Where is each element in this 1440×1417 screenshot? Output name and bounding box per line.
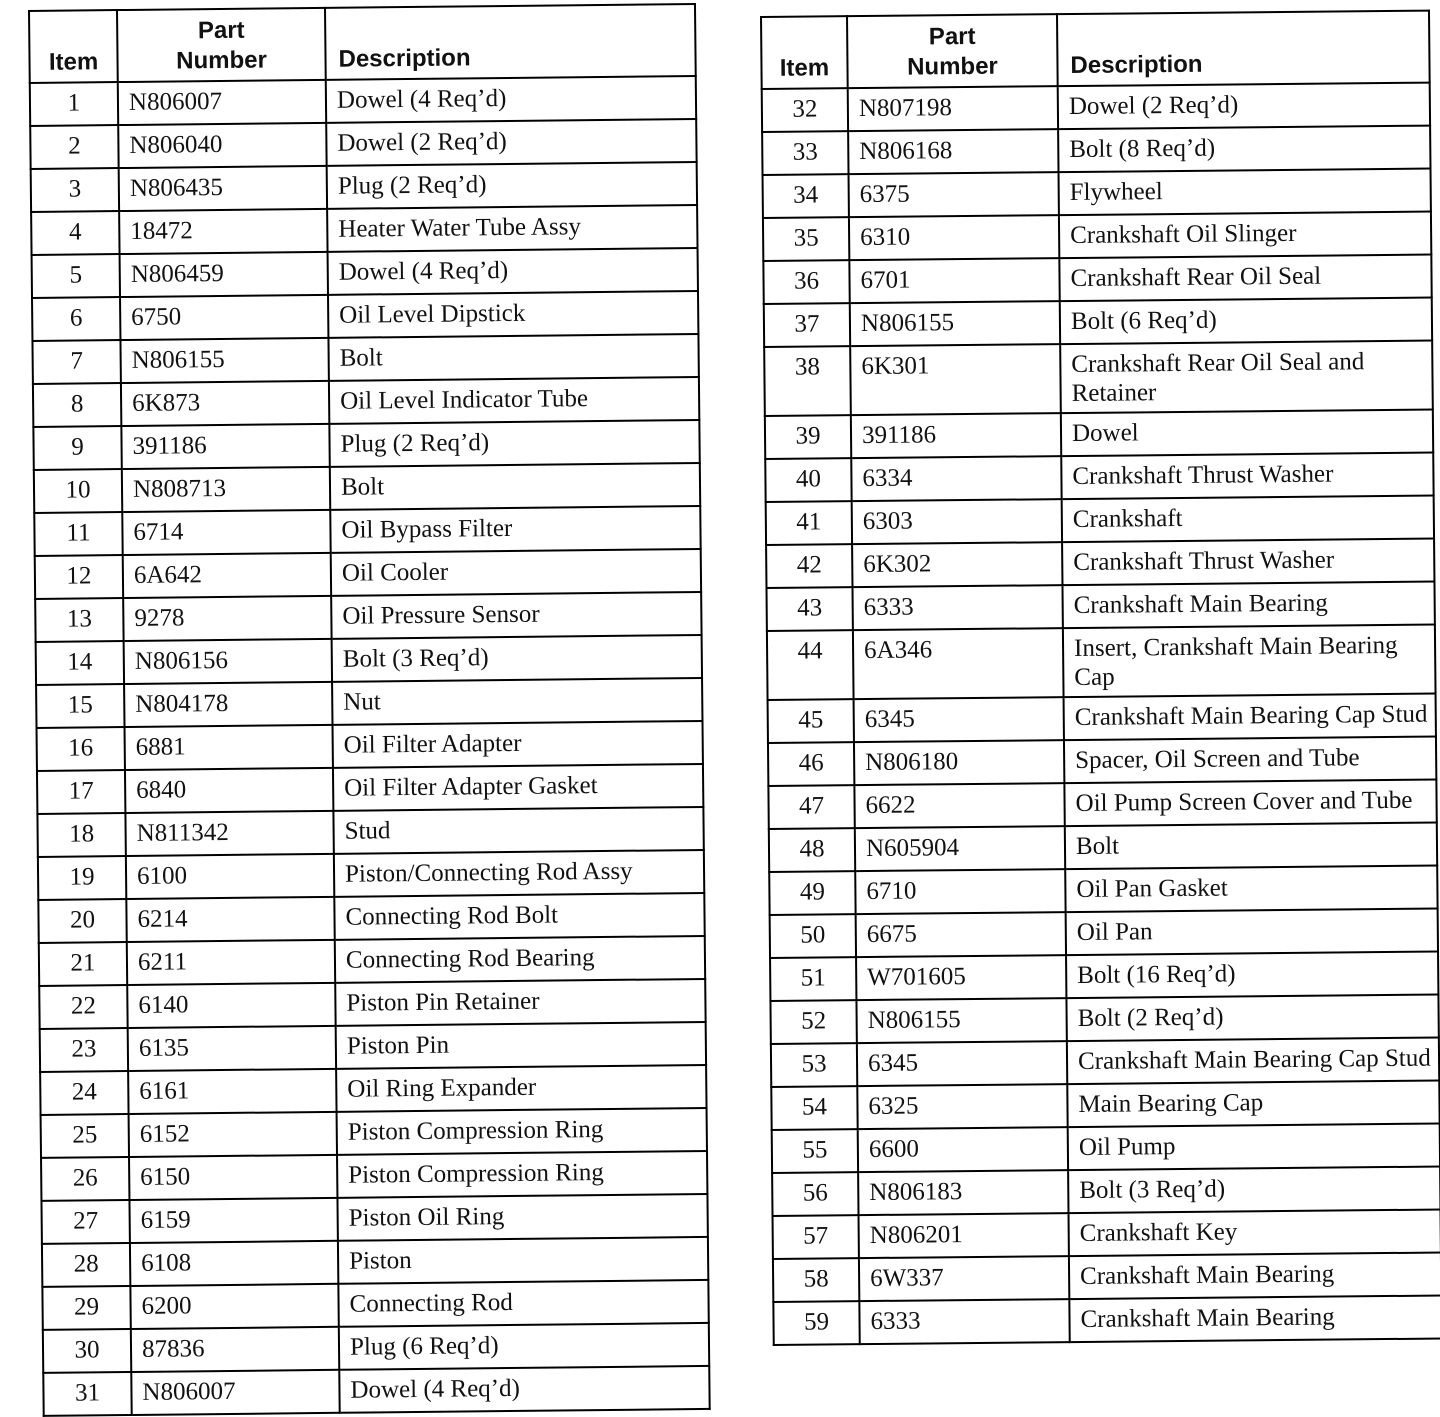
description-cell: Plug (6 Req’d) bbox=[339, 1323, 709, 1370]
description-cell: Plug (2 Req’d) bbox=[329, 420, 699, 467]
table-row bbox=[772, 1167, 1440, 1216]
part-number-cell: 6710 bbox=[855, 869, 1065, 914]
item-number-cell: 45 bbox=[768, 699, 854, 743]
part-number-cell: N806183 bbox=[858, 1170, 1068, 1215]
description-cell: Plug (2 Req’d) bbox=[327, 162, 697, 209]
header-part-number bbox=[117, 8, 326, 82]
table-row bbox=[764, 341, 1433, 416]
item-number-cell: 50 bbox=[770, 914, 856, 958]
part-number-cell: 6159 bbox=[129, 1198, 337, 1243]
item-number-cell: 49 bbox=[769, 871, 855, 915]
table-row bbox=[765, 410, 1433, 459]
parts-table-left bbox=[28, 3, 711, 1417]
item-number-cell: 19 bbox=[38, 856, 126, 900]
part-number-cell: 6K301 bbox=[850, 344, 1061, 415]
part-number-cell: N806201 bbox=[859, 1213, 1069, 1258]
item-number-cell: 31 bbox=[43, 1372, 131, 1416]
table-row bbox=[34, 463, 700, 513]
description-cell: Bolt (16 Req’d) bbox=[1066, 952, 1438, 999]
description-cell: Crankshaft Main Bearing Cap Stud bbox=[1064, 694, 1436, 741]
description-cell: Oil Cooler bbox=[331, 549, 701, 596]
part-number-cell: 6135 bbox=[128, 1026, 336, 1071]
item-number-cell: 15 bbox=[36, 684, 124, 728]
table-row bbox=[766, 582, 1434, 631]
part-number-cell: 6200 bbox=[130, 1284, 338, 1329]
parts-table-left-body bbox=[30, 76, 710, 1416]
item-number-cell: 17 bbox=[37, 770, 125, 814]
item-number-cell: 47 bbox=[768, 785, 854, 829]
table-row bbox=[772, 1124, 1440, 1173]
item-number-cell: 7 bbox=[32, 340, 120, 384]
item-number-cell: 48 bbox=[769, 828, 855, 872]
header-part-line1: Part bbox=[928, 22, 976, 51]
part-number-cell: 6334 bbox=[851, 456, 1061, 501]
table-row bbox=[41, 1151, 707, 1201]
description-cell: Bolt (2 Req’d) bbox=[1066, 995, 1438, 1042]
table-row bbox=[41, 1194, 707, 1244]
item-number-cell: 44 bbox=[767, 630, 854, 700]
item-number-cell: 28 bbox=[42, 1243, 130, 1287]
description-cell: Crankshaft Main Bearing Cap Stud bbox=[1067, 1038, 1439, 1085]
description-cell: Crankshaft Thrust Washer bbox=[1061, 453, 1433, 500]
header-part-number bbox=[847, 14, 1058, 88]
table-row bbox=[36, 635, 702, 685]
table-row bbox=[35, 592, 701, 642]
description-cell: Oil Pump Screen Cover and Tube bbox=[1064, 780, 1436, 827]
header-description bbox=[1057, 11, 1430, 87]
description-cell: Crankshaft Rear Oil Seal and Retainer bbox=[1060, 341, 1433, 414]
header-part-line2: Number bbox=[907, 52, 998, 81]
description-cell: Oil Level Dipstick bbox=[328, 291, 698, 338]
part-number-cell: 18472 bbox=[119, 209, 327, 254]
header-item bbox=[761, 16, 848, 89]
item-number-cell: 35 bbox=[763, 217, 849, 261]
description-cell: Dowel (4 Req’d) bbox=[328, 248, 698, 295]
description-cell: Bolt bbox=[328, 334, 698, 381]
description-cell: Oil Bypass Filter bbox=[330, 506, 700, 553]
description-cell: Crankshaft Main Bearing bbox=[1069, 1253, 1440, 1300]
table-row bbox=[37, 807, 703, 857]
parts-table-right-body bbox=[762, 83, 1440, 1345]
item-number-cell: 59 bbox=[773, 1301, 859, 1345]
table-row bbox=[42, 1237, 708, 1287]
description-cell: Bolt bbox=[330, 463, 700, 510]
part-number-cell: 6152 bbox=[129, 1112, 337, 1157]
description-cell: Dowel bbox=[1061, 410, 1433, 457]
description-cell: Dowel (4 Req’d) bbox=[326, 76, 696, 123]
item-number-cell: 34 bbox=[763, 174, 849, 218]
item-number-cell: 29 bbox=[42, 1286, 130, 1330]
table-row bbox=[766, 496, 1434, 545]
table-row bbox=[770, 909, 1438, 958]
item-number-cell: 32 bbox=[762, 88, 848, 132]
header-item-label: Item bbox=[48, 48, 99, 76]
item-number-cell: 25 bbox=[41, 1114, 129, 1158]
table-row bbox=[773, 1296, 1440, 1345]
item-number-cell: 18 bbox=[37, 813, 125, 857]
description-cell: Dowel (4 Req’d) bbox=[339, 1366, 709, 1413]
table-row bbox=[40, 1022, 706, 1072]
item-number-cell: 1 bbox=[30, 82, 118, 126]
table-row bbox=[770, 995, 1438, 1044]
table-row bbox=[36, 678, 702, 728]
table-row bbox=[39, 979, 705, 1029]
description-cell: Stud bbox=[333, 807, 703, 854]
part-number-cell: N804178 bbox=[124, 682, 332, 727]
part-number-cell: 6100 bbox=[126, 854, 334, 899]
header-row bbox=[29, 4, 696, 83]
table-row bbox=[43, 1366, 709, 1416]
table-row bbox=[762, 126, 1430, 175]
table-row bbox=[762, 83, 1430, 132]
table-row bbox=[31, 162, 697, 212]
description-cell: Flywheel bbox=[1059, 169, 1431, 216]
table-row bbox=[37, 764, 703, 814]
item-number-cell: 30 bbox=[43, 1329, 131, 1373]
table-row bbox=[32, 248, 698, 298]
part-number-cell: 6333 bbox=[859, 1299, 1069, 1344]
description-cell: Oil Pan Gasket bbox=[1065, 866, 1437, 913]
item-number-cell: 27 bbox=[41, 1200, 129, 1244]
item-number-cell: 42 bbox=[766, 544, 852, 588]
description-cell: Crankshaft Rear Oil Seal bbox=[1059, 255, 1431, 302]
table-row bbox=[768, 737, 1436, 786]
description-cell: Piston Pin bbox=[336, 1022, 706, 1069]
table-row bbox=[765, 453, 1433, 502]
header-item bbox=[29, 10, 118, 83]
part-number-cell: N806459 bbox=[120, 252, 328, 297]
part-number-cell: 6345 bbox=[854, 697, 1064, 742]
table-row bbox=[771, 1038, 1439, 1087]
table-row bbox=[768, 780, 1436, 829]
table-row bbox=[31, 205, 697, 255]
item-number-cell: 9 bbox=[33, 426, 121, 470]
table-row bbox=[38, 850, 704, 900]
item-number-cell: 5 bbox=[32, 254, 120, 298]
table-row bbox=[37, 721, 703, 771]
item-number-cell: 2 bbox=[30, 125, 118, 169]
description-cell: Oil Level Indicator Tube bbox=[329, 377, 699, 424]
item-number-cell: 3 bbox=[31, 168, 119, 212]
part-number-cell: N806435 bbox=[119, 166, 327, 211]
description-cell: Bolt bbox=[1065, 823, 1437, 870]
item-number-cell: 21 bbox=[39, 942, 127, 986]
description-cell: Dowel (2 Req’d) bbox=[326, 119, 696, 166]
part-number-cell: 6881 bbox=[125, 725, 333, 770]
table-row bbox=[38, 893, 704, 943]
table-row bbox=[41, 1108, 707, 1158]
description-cell: Oil Filter Adapter bbox=[333, 721, 703, 768]
part-number-cell: N808713 bbox=[122, 467, 330, 512]
part-number-cell: 6W337 bbox=[859, 1256, 1069, 1301]
description-cell: Bolt (6 Req’d) bbox=[1060, 298, 1432, 345]
part-number-cell: N806007 bbox=[131, 1370, 339, 1415]
description-cell: Connecting Rod Bearing bbox=[335, 936, 705, 983]
description-cell: Crankshaft Main Bearing bbox=[1069, 1296, 1440, 1343]
item-number-cell: 33 bbox=[762, 131, 848, 175]
item-number-cell: 43 bbox=[766, 587, 852, 631]
part-number-cell: 6211 bbox=[127, 940, 335, 985]
item-number-cell: 11 bbox=[34, 512, 122, 556]
description-cell: Oil Ring Expander bbox=[336, 1065, 706, 1112]
part-number-cell: 391186 bbox=[121, 424, 329, 469]
table-row bbox=[763, 212, 1431, 261]
item-number-cell: 14 bbox=[36, 641, 124, 685]
description-cell: Piston bbox=[338, 1237, 708, 1284]
table-row bbox=[773, 1210, 1440, 1259]
part-number-cell: 6140 bbox=[127, 983, 335, 1028]
table-row bbox=[30, 119, 696, 169]
part-number-cell: N807198 bbox=[848, 86, 1058, 131]
part-number-cell: N806156 bbox=[124, 639, 332, 684]
table-row bbox=[773, 1253, 1440, 1302]
table-row bbox=[763, 255, 1431, 304]
part-number-cell: N806007 bbox=[118, 80, 326, 125]
part-number-cell: N605904 bbox=[855, 826, 1065, 871]
description-cell: Crankshaft bbox=[1062, 496, 1434, 543]
description-cell: Spacer, Oil Screen and Tube bbox=[1064, 737, 1436, 784]
part-number-cell: 6375 bbox=[849, 172, 1059, 217]
parts-table-right bbox=[760, 10, 1440, 1346]
item-number-cell: 55 bbox=[772, 1129, 858, 1173]
table-row bbox=[770, 952, 1438, 1001]
part-number-cell: 6675 bbox=[856, 912, 1066, 957]
description-cell: Crankshaft Thrust Washer bbox=[1062, 539, 1434, 586]
table-row bbox=[769, 823, 1437, 872]
description-cell: Crankshaft Oil Slinger bbox=[1059, 212, 1431, 259]
header-description bbox=[325, 4, 696, 80]
table-row bbox=[771, 1081, 1439, 1130]
description-cell: Bolt (3 Req’d) bbox=[1068, 1167, 1440, 1214]
item-number-cell: 46 bbox=[768, 742, 854, 786]
part-number-cell: 6161 bbox=[128, 1069, 336, 1114]
item-number-cell: 26 bbox=[41, 1157, 129, 1201]
description-cell: Piston/Connecting Rod Assy bbox=[334, 850, 704, 897]
part-number-cell: 6325 bbox=[857, 1084, 1067, 1129]
part-number-cell: 6108 bbox=[130, 1241, 338, 1286]
description-cell: Insert, Crankshaft Main Bearing Cap bbox=[1063, 625, 1436, 698]
part-number-cell: 391186 bbox=[851, 413, 1061, 458]
item-number-cell: 39 bbox=[765, 415, 851, 459]
part-number-cell: 6333 bbox=[852, 585, 1062, 630]
description-cell: Oil Pressure Sensor bbox=[331, 592, 701, 639]
item-number-cell: 40 bbox=[765, 458, 851, 502]
part-number-cell: 6150 bbox=[129, 1155, 337, 1200]
description-cell: Main Bearing Cap bbox=[1067, 1081, 1439, 1128]
table-row bbox=[43, 1323, 709, 1373]
description-cell: Crankshaft Main Bearing bbox=[1062, 582, 1434, 629]
part-number-cell: 6840 bbox=[125, 768, 333, 813]
part-number-cell: N806040 bbox=[118, 123, 326, 168]
header-description-label: Description bbox=[338, 44, 471, 73]
item-number-cell: 57 bbox=[773, 1215, 859, 1259]
item-number-cell: 51 bbox=[770, 957, 856, 1001]
item-number-cell: 37 bbox=[764, 303, 850, 347]
part-number-cell: 87836 bbox=[131, 1327, 339, 1372]
part-number-cell: 6701 bbox=[849, 258, 1059, 303]
table-row bbox=[39, 936, 705, 986]
header-part-line2: Number bbox=[176, 46, 268, 75]
item-number-cell: 4 bbox=[31, 211, 119, 255]
part-number-cell: 6A642 bbox=[123, 553, 331, 598]
item-number-cell: 13 bbox=[35, 598, 123, 642]
table-row bbox=[32, 291, 698, 341]
item-number-cell: 58 bbox=[773, 1258, 859, 1302]
item-number-cell: 6 bbox=[32, 297, 120, 341]
part-number-cell: N806168 bbox=[848, 129, 1058, 174]
item-number-cell: 8 bbox=[33, 383, 121, 427]
item-number-cell: 36 bbox=[763, 260, 849, 304]
table-row bbox=[769, 866, 1437, 915]
item-number-cell: 24 bbox=[40, 1071, 128, 1115]
part-number-cell: N806155 bbox=[120, 338, 328, 383]
table-row bbox=[35, 549, 701, 599]
table-row bbox=[763, 169, 1431, 218]
table-row bbox=[768, 694, 1436, 743]
item-number-cell: 52 bbox=[770, 1000, 856, 1044]
item-number-cell: 54 bbox=[771, 1086, 857, 1130]
description-cell: Piston Compression Ring bbox=[337, 1108, 707, 1155]
item-number-cell: 22 bbox=[39, 985, 127, 1029]
description-cell: Piston Pin Retainer bbox=[335, 979, 705, 1026]
item-number-cell: 12 bbox=[35, 555, 123, 599]
description-cell: Oil Filter Adapter Gasket bbox=[333, 764, 703, 811]
part-number-cell: 6750 bbox=[120, 295, 328, 340]
description-cell: Piston Compression Ring bbox=[337, 1151, 707, 1198]
item-number-cell: 53 bbox=[771, 1043, 857, 1087]
description-cell: Nut bbox=[332, 678, 702, 725]
header-part-line1: Part bbox=[197, 16, 245, 45]
part-number-cell: 6622 bbox=[854, 783, 1064, 828]
part-number-cell: N806180 bbox=[854, 740, 1064, 785]
part-number-cell: 6A346 bbox=[853, 628, 1064, 699]
table-row bbox=[40, 1065, 706, 1115]
table-row bbox=[32, 334, 698, 384]
table-row bbox=[42, 1280, 708, 1330]
part-number-cell: 6303 bbox=[852, 499, 1062, 544]
table-row bbox=[30, 76, 696, 126]
item-number-cell: 16 bbox=[37, 727, 125, 771]
part-number-cell: 6345 bbox=[857, 1041, 1067, 1086]
header-item-label: Item bbox=[779, 54, 830, 82]
item-number-cell: 41 bbox=[766, 501, 852, 545]
table-row bbox=[766, 539, 1434, 588]
item-number-cell: 38 bbox=[764, 346, 851, 416]
description-cell: Heater Water Tube Assy bbox=[327, 205, 697, 252]
part-number-cell: 9278 bbox=[123, 596, 331, 641]
part-number-cell: W701605 bbox=[856, 955, 1066, 1000]
description-cell: Crankshaft Key bbox=[1069, 1210, 1440, 1257]
description-cell: Piston Oil Ring bbox=[337, 1194, 707, 1241]
description-cell: Bolt (3 Req’d) bbox=[332, 635, 702, 682]
description-cell: Bolt (8 Req’d) bbox=[1058, 126, 1430, 173]
part-number-cell: 6K873 bbox=[121, 381, 329, 426]
description-cell: Oil Pump bbox=[1068, 1124, 1440, 1171]
item-number-cell: 10 bbox=[34, 469, 122, 513]
part-number-cell: 6K302 bbox=[852, 542, 1062, 587]
header-description-label: Description bbox=[1070, 50, 1203, 80]
description-cell: Connecting Rod bbox=[338, 1280, 708, 1327]
item-number-cell: 56 bbox=[772, 1172, 858, 1216]
item-number-cell: 23 bbox=[40, 1028, 128, 1072]
part-number-cell: N811342 bbox=[125, 811, 333, 856]
item-number-cell: 20 bbox=[38, 899, 126, 943]
part-number-cell: N806155 bbox=[856, 998, 1066, 1043]
table-row bbox=[34, 506, 700, 556]
part-number-cell: 6600 bbox=[858, 1127, 1068, 1172]
header-row bbox=[761, 11, 1430, 89]
description-cell: Dowel (2 Req’d) bbox=[1058, 83, 1430, 130]
table-row bbox=[33, 420, 699, 470]
part-number-cell: 6714 bbox=[122, 510, 330, 555]
part-number-cell: 6310 bbox=[849, 215, 1059, 260]
description-cell: Connecting Rod Bolt bbox=[334, 893, 704, 940]
table-row bbox=[33, 377, 699, 427]
part-number-cell: N806155 bbox=[850, 301, 1060, 346]
description-cell: Oil Pan bbox=[1066, 909, 1438, 956]
part-number-cell: 6214 bbox=[126, 897, 334, 942]
table-row bbox=[767, 625, 1436, 700]
table-row bbox=[764, 298, 1432, 347]
